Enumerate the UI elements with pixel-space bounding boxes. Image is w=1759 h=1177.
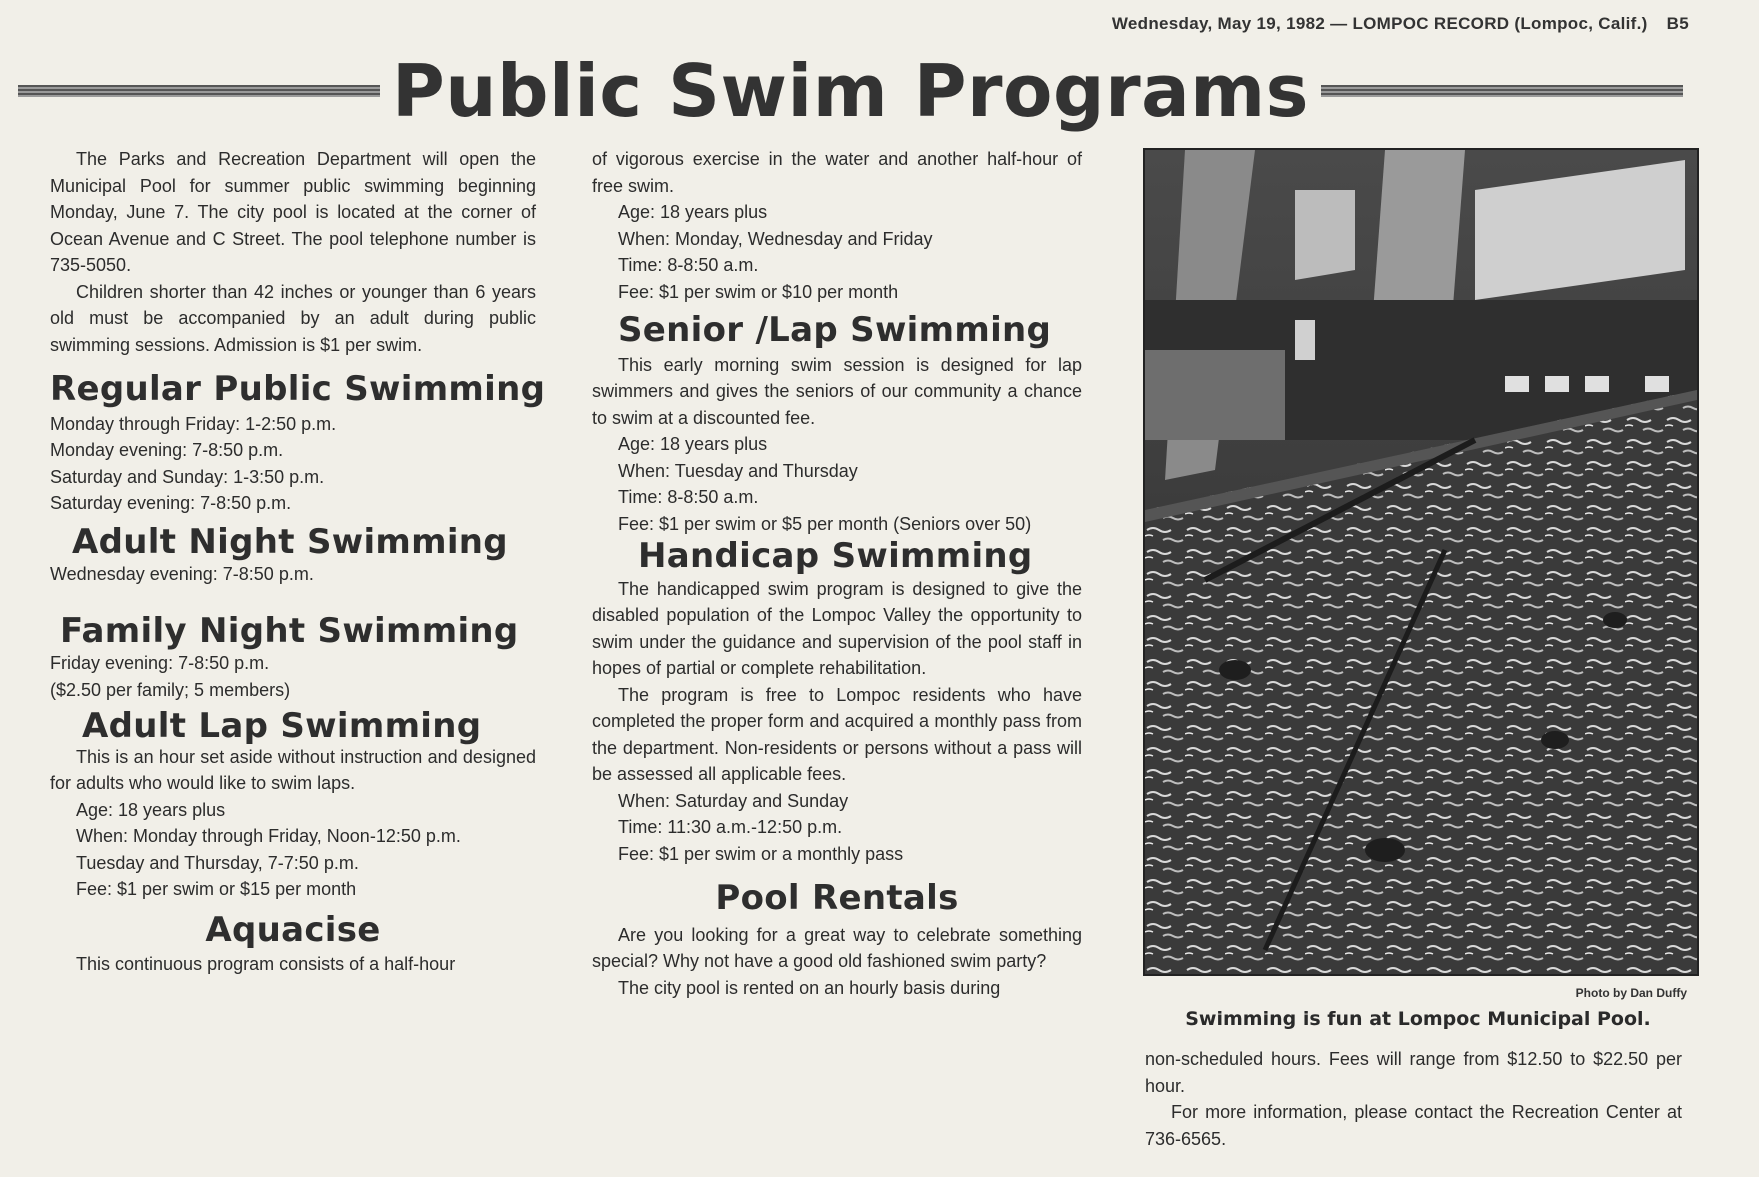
adult-night-swimming-heading: Adult Night Swimming bbox=[72, 521, 508, 562]
headline-banner bbox=[18, 49, 1683, 133]
page-number: B5 bbox=[1666, 14, 1689, 33]
regular-line-3: Saturday and Sunday: 1-3:50 p.m. bbox=[50, 466, 325, 487]
aquacise-heading: Aquacise bbox=[205, 909, 381, 950]
intro-paragraph-2: Children shorter than 42 inches or younger than 6 years old must be accompanied by an adult during public swimming sessions. Admission is $1 per swim. bbox=[50, 281, 536, 355]
regular-public-swimming-heading: Regular Public Swimming bbox=[50, 369, 546, 409]
regular-schedule bbox=[50, 411, 536, 517]
pool-rentals-details bbox=[592, 922, 1082, 1002]
pool-rentals-paragraph-3: For more information, please contact the Recreation Center at 736-6565. bbox=[1145, 1102, 1682, 1149]
pool-photo-image bbox=[1145, 150, 1697, 974]
adult-night-line: Wednesday evening: 7-8:50 p.m. bbox=[50, 564, 314, 584]
senior-lap-description: This early morning swim session is designed for lap swimmers and gives the seniors of our community a chance to swim at a discounted fee. bbox=[592, 354, 1082, 428]
pool-rentals-paragraph-2-continued: non-scheduled hours. Fees will range from $12.50 to $22.50 per hour. bbox=[1145, 1049, 1682, 1096]
aquacise-description-start: This continuous program consists of a half-hour bbox=[76, 954, 456, 974]
senior-lap-age: Age: 18 years plus bbox=[618, 434, 768, 454]
family-night-line-2: ($2.50 per family; 5 members) bbox=[50, 679, 291, 700]
column-2 bbox=[592, 146, 1082, 1001]
family-night-schedule bbox=[50, 650, 536, 703]
aquacise-description-continued: of vigorous exercise in the water and another half-hour of free swim. bbox=[592, 149, 1082, 196]
senior-lap-when: When: Tuesday and Thursday bbox=[618, 460, 858, 481]
pool-rentals-paragraph-1: Are you looking for a great way to celebrate something special? Why not have a good old fashioned swim party? bbox=[592, 924, 1082, 971]
aquacise-time: Time: 8-8:50 a.m. bbox=[618, 255, 759, 275]
aquacise-age: Age: 18 years plus bbox=[618, 202, 768, 222]
dateline-text: Wednesday, May 19, 1982 — LOMPOC RECORD (Lompoc, Calif.) bbox=[1111, 14, 1648, 33]
regular-line-4: Saturday evening: 7-8:50 p.m. bbox=[50, 493, 292, 513]
aquacise-when: When: Monday, Wednesday and Friday bbox=[618, 228, 933, 249]
adult-lap-description: This is an hour set aside without instruction and designed for adults who would like to swim laps. bbox=[50, 746, 536, 793]
aquacise-fee: Fee: $1 per swim or $10 per month bbox=[618, 281, 899, 302]
adult-lap-fee: Fee: $1 per swim or $15 per month bbox=[76, 879, 357, 899]
dateline bbox=[1112, 14, 1689, 34]
headline-rule-left bbox=[18, 85, 380, 97]
regular-line-2: Monday evening: 7-8:50 p.m. bbox=[50, 440, 284, 460]
family-night-line-1: Friday evening: 7-8:50 p.m. bbox=[50, 653, 270, 673]
pool-rentals-heading: Pool Rentals bbox=[715, 878, 959, 918]
handicap-fee: Fee: $1 per swim or a monthly pass bbox=[618, 843, 904, 864]
adult-lap-swimming-heading: Adult Lap Swimming bbox=[82, 706, 482, 746]
headline: Public Swim Programs bbox=[391, 49, 1310, 133]
senior-lap-swimming-heading: Senior /Lap Swimming bbox=[618, 310, 1052, 350]
handicap-swimming-heading: Handicap Swimming bbox=[638, 536, 1033, 576]
senior-lap-details bbox=[592, 352, 1082, 538]
headline-rule-right bbox=[1321, 85, 1683, 97]
handicap-paragraph-1: The handicapped swim program is designed to give the disabled population of the Lompoc Valley the opportunity to swim under the guidance and supervision of the pool staff in hopes of partial or complete rehabilitation. bbox=[592, 578, 1082, 678]
column-3-text bbox=[1145, 1046, 1682, 1152]
senior-lap-time: Time: 8-8:50 a.m. bbox=[618, 487, 759, 507]
family-night-swimming-heading: Family Night Swimming bbox=[60, 610, 519, 651]
handicap-paragraph-2: The program is free to Lompoc residents who have completed the proper form and acquired a monthly pass from the department. Non-residents or persons without a pass will be assessed all applicable fees. bbox=[592, 684, 1082, 784]
adult-lap-details bbox=[50, 744, 536, 903]
pool-photo bbox=[1143, 148, 1699, 976]
photo-caption: Swimming is fun at Lompoc Municipal Pool. bbox=[1185, 1008, 1651, 1030]
adult-lap-age: Age: 18 years plus bbox=[76, 799, 226, 820]
handicap-time: Time: 11:30 a.m.-12:50 p.m. bbox=[618, 817, 843, 837]
regular-line-1: Monday through Friday: 1-2:50 p.m. bbox=[50, 413, 337, 434]
adult-lap-when: When: Monday through Friday, Noon-12:50 p.m. bbox=[76, 826, 461, 846]
handicap-when: When: Saturday and Sunday bbox=[618, 790, 849, 811]
pool-rentals-paragraph-2-start: The city pool is rented on an hourly basis during bbox=[618, 977, 1001, 998]
intro-paragraph-1: The Parks and Recreation Department will open the Municipal Pool for summer public swimming beginning Monday, June 7. The city pool is located at the corner of Ocean Avenue and C Street. The pool telephone number is 735-5050. bbox=[50, 149, 536, 275]
adult-lap-when-2: Tuesday and Thursday, 7-7:50 p.m. bbox=[76, 852, 359, 873]
column-1 bbox=[50, 146, 546, 978]
senior-lap-fee: Fee: $1 per swim or $5 per month (Seniors over 50) bbox=[618, 513, 1032, 534]
photo-credit: Photo by Dan Duffy bbox=[1575, 986, 1687, 1000]
handicap-details bbox=[592, 576, 1082, 868]
